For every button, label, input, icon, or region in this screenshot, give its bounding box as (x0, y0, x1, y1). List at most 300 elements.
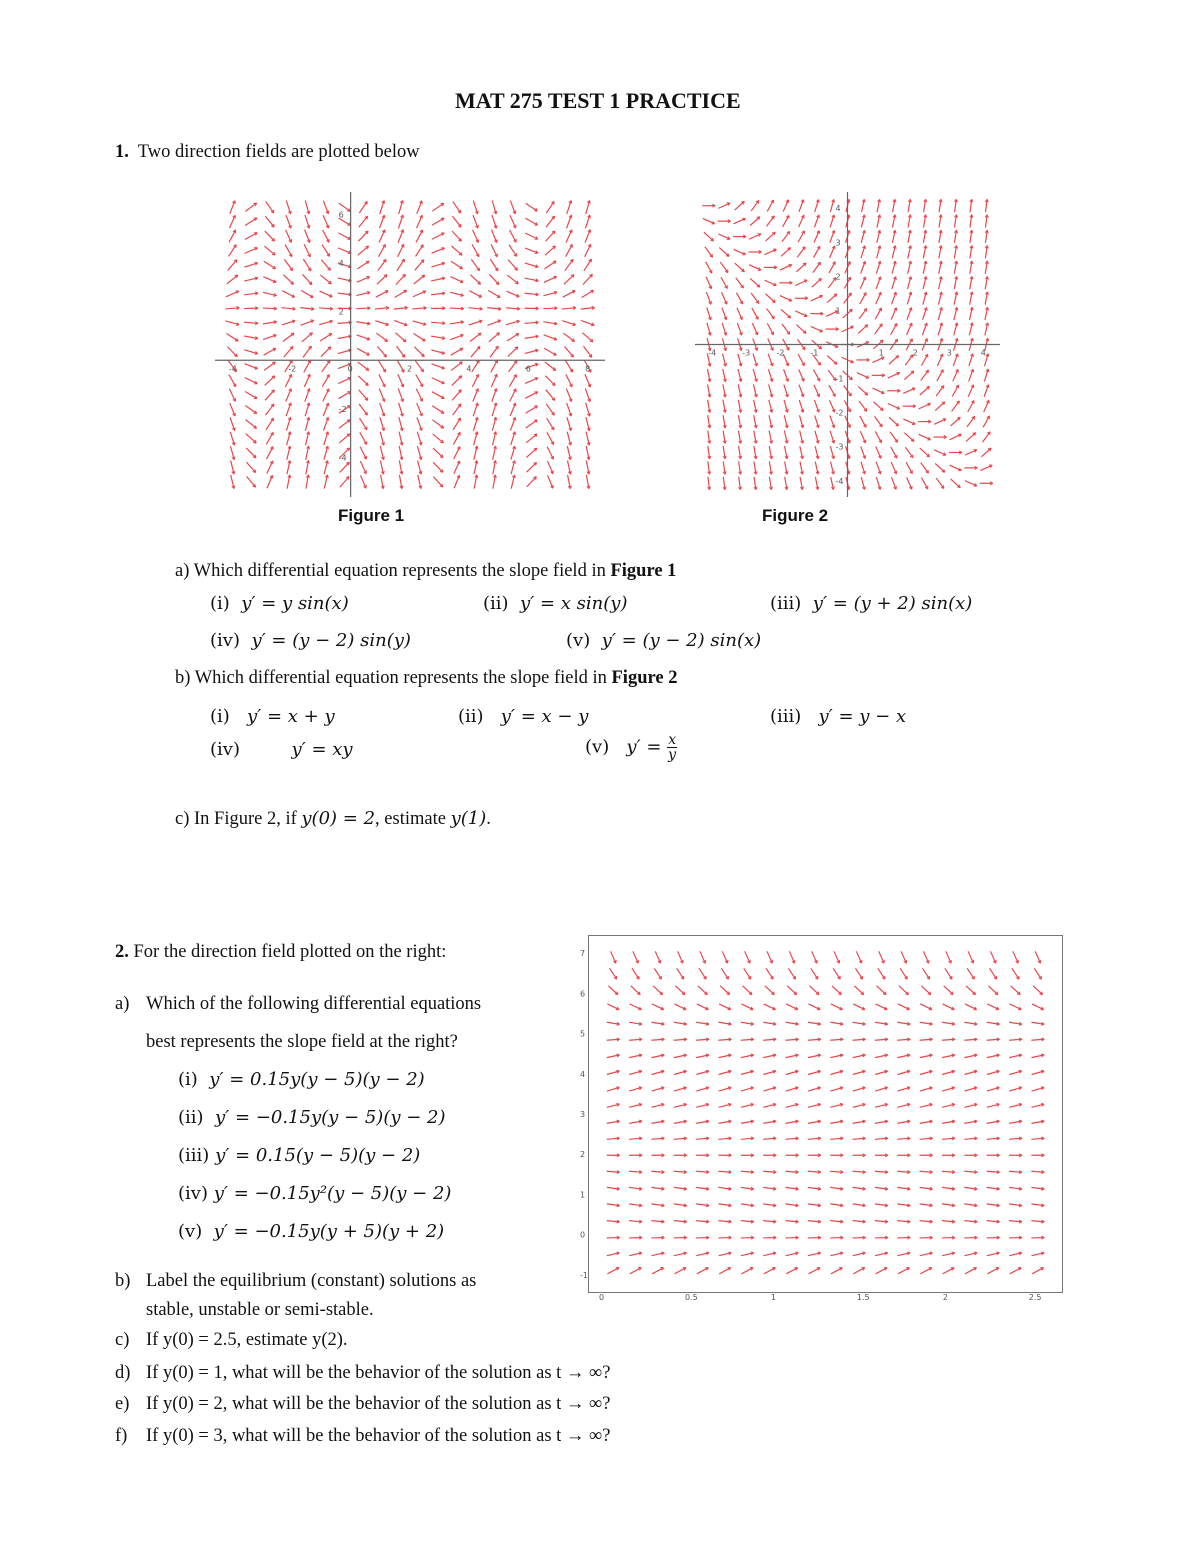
slope-segment (920, 1268, 931, 1274)
q2a-prompt-line1: Which of the following differential equations (146, 994, 482, 1014)
y-tick-label: 7 (580, 949, 586, 959)
slope-segment (378, 259, 386, 270)
slope-segment (396, 274, 406, 284)
slope-segment (719, 1268, 730, 1274)
slope-segment (301, 290, 313, 297)
slope-segment (398, 244, 404, 257)
slope-segment (1033, 986, 1042, 995)
slope-segment (876, 1004, 888, 1010)
x-tick-label: -4 (708, 348, 717, 358)
slope-segment (286, 389, 291, 402)
slope-segment (323, 403, 328, 416)
y-tick-label: 3 (835, 238, 841, 248)
slope-segment (546, 231, 555, 241)
q2b-line1: Label the equilibrium (constant) solutions as (146, 1271, 477, 1291)
slope-segment (286, 230, 292, 243)
slope-segment (719, 248, 729, 257)
x-tick-label: -4 (228, 364, 237, 374)
slope-segment (492, 230, 497, 243)
slope-segment (903, 419, 915, 424)
q1c-text: c) In Figure 2, if (175, 809, 302, 829)
slope-segment (858, 325, 868, 334)
slope-segment (735, 201, 745, 210)
slope-segment (451, 246, 462, 255)
slope-segment (853, 1004, 865, 1010)
slope-segment (226, 333, 238, 341)
q2e-label: e) (115, 1394, 130, 1414)
slope-segment (781, 248, 791, 257)
slope-segment (358, 362, 369, 370)
slope-segment (952, 385, 958, 396)
slope-segment (490, 346, 498, 357)
slope-segment (507, 334, 519, 341)
slope-segment (247, 476, 256, 487)
option-label: (i) (210, 706, 230, 727)
slope-segment (585, 244, 591, 257)
slope-segment (525, 218, 537, 225)
slope-segment (878, 968, 885, 979)
slope-segment (764, 1004, 776, 1010)
slope-segment (339, 420, 350, 429)
x-tick-label: -2 (776, 348, 785, 358)
slope-segment (323, 215, 329, 228)
slope-segment (765, 986, 774, 995)
slope-segment (432, 218, 444, 225)
slope-segment (379, 244, 386, 256)
slope-segment (546, 390, 555, 401)
slope-segment (267, 461, 273, 474)
option-eq: y′ = −0.15y(y − 5)(y − 2) (215, 1107, 446, 1128)
slope-segment (951, 479, 961, 488)
slope-segment (450, 308, 464, 309)
slope-segment (471, 259, 479, 270)
slope-segment (749, 265, 761, 270)
slope-segment (303, 259, 311, 271)
slope-segment (379, 389, 384, 402)
q1a-option-ii (483, 593, 627, 614)
slope-segment (265, 390, 274, 401)
option-eq: y′ = xy (291, 739, 353, 760)
slope-segment (987, 1268, 998, 1274)
slope-segment (967, 968, 974, 979)
slope-segment (742, 1268, 753, 1274)
q2a-option-ii (178, 1107, 446, 1128)
slope-segment (935, 402, 945, 411)
slope-segment (734, 249, 746, 254)
slope-segment (338, 392, 350, 399)
slope-segment (264, 261, 276, 269)
slope-segment (855, 968, 862, 979)
option-eq: y′ = y − x (818, 706, 907, 727)
slope-segment (546, 216, 555, 227)
slope-segment (1012, 968, 1019, 979)
fraction (667, 733, 677, 762)
q1-header (115, 142, 420, 163)
slope-segment (875, 431, 881, 442)
slope-segment (321, 347, 331, 357)
slope-segment (398, 230, 403, 243)
slope-segment (454, 447, 460, 460)
slope-segment (921, 478, 927, 489)
slope-segment (320, 275, 331, 284)
slope-segment (417, 403, 422, 416)
slope-segment (705, 247, 713, 257)
slope-segment (547, 418, 554, 430)
slope-segment (264, 362, 275, 370)
slope-segment (811, 968, 818, 979)
option-label: (ii) (178, 1107, 204, 1128)
slope-segment (452, 390, 461, 401)
slope-segment (935, 464, 945, 473)
slope-segment (1010, 1268, 1021, 1274)
figure-q2-slope-field (580, 935, 1063, 1302)
slope-segment (473, 230, 479, 243)
slope-segment (547, 461, 553, 474)
slope-segment (831, 1004, 843, 1010)
slope-segment (451, 362, 462, 371)
slope-segment (751, 200, 759, 210)
slope-segment (526, 203, 538, 211)
slope-segment (527, 462, 537, 472)
q2a-label: a) (115, 994, 130, 1014)
slope-segment (266, 418, 274, 430)
slope-segment (566, 244, 573, 256)
slope-segment (228, 260, 237, 271)
slope-segment (565, 259, 573, 270)
slope-segment (945, 968, 952, 979)
q1a-option-i (210, 593, 349, 614)
slope-segment (951, 417, 961, 426)
slope-segment (888, 404, 900, 409)
slope-segment (921, 463, 929, 473)
slope-segment (339, 434, 350, 443)
slope-segment (229, 389, 235, 402)
slope-segment (919, 434, 931, 439)
slope-segment (944, 986, 953, 995)
slope-segment (827, 356, 837, 365)
slope-segment (416, 215, 422, 228)
slope-segment (226, 291, 239, 297)
slope-segment (808, 1004, 820, 1010)
slope-segment (285, 244, 292, 256)
slope-segment (1034, 968, 1041, 979)
slope-segment (585, 374, 591, 387)
slope-segment (358, 376, 368, 386)
slope-segment (920, 448, 930, 457)
slope-segment (875, 308, 881, 319)
slope-segment (379, 374, 385, 387)
slope-segment (859, 308, 867, 318)
slope-segment (360, 432, 367, 444)
slope-segment (470, 333, 481, 341)
slope-segment (303, 346, 311, 357)
slope-segment (356, 308, 370, 309)
q2b-line2: stable, unstable or semi-stable. (146, 1300, 374, 1320)
slope-segment (359, 201, 367, 213)
q1b-option-i (210, 706, 335, 727)
slope-segment (981, 448, 991, 457)
q1b-option-iv (210, 739, 353, 760)
option-eq: y′ = x − y (500, 706, 589, 727)
slope-segment (749, 234, 761, 239)
slope-segment (432, 233, 445, 239)
x-tick-label: 3 (946, 348, 952, 358)
y-tick-label: -1 (835, 374, 844, 384)
slope-segment (783, 215, 789, 226)
q1a-prompt (175, 561, 676, 582)
slope-segment (510, 215, 516, 228)
slope-segment (545, 246, 556, 255)
q1b-prompt (175, 668, 677, 689)
slope-segment (526, 448, 536, 457)
slope-segment (936, 386, 944, 396)
slope-segment (302, 274, 312, 284)
slope-segment (264, 348, 276, 355)
slope-segment (750, 217, 760, 226)
slope-segment (934, 450, 946, 455)
slope-segment (677, 968, 684, 979)
slope-segment (857, 373, 869, 378)
slope-segment (583, 346, 591, 357)
q2d-label: d) (115, 1363, 131, 1383)
slope-segment (812, 278, 822, 287)
slope-segment (703, 218, 715, 223)
slope-segment (788, 968, 795, 979)
y-tick-label: -2 (338, 404, 347, 414)
slope-segment (653, 986, 662, 995)
slope-segment (767, 200, 773, 211)
slope-segment (396, 346, 404, 357)
slope-segment (654, 968, 661, 979)
slope-segment (229, 230, 236, 242)
slope-segment (718, 234, 730, 239)
slope-segment (338, 378, 351, 384)
slope-segment (433, 434, 444, 443)
slope-segment (706, 262, 712, 273)
page-title: MAT 275 TEST 1 PRACTICE (455, 88, 741, 113)
slope-segment (950, 465, 962, 470)
x-tick-label: 6 (525, 364, 531, 374)
y-tick-label: -3 (835, 442, 844, 452)
slope-segment (432, 378, 445, 384)
option-label: (iv) (178, 1183, 208, 1204)
x-tick-label: -2 (288, 364, 297, 374)
slope-segment (786, 1268, 797, 1274)
slope-segment (899, 986, 908, 995)
slope-segment (919, 404, 931, 409)
slope-segment (767, 323, 773, 334)
slope-segment (470, 275, 480, 285)
slope-segment (988, 986, 997, 995)
slope-segment (877, 986, 886, 995)
slope-segment (860, 293, 866, 304)
slope-segment (566, 389, 571, 402)
slope-segment (338, 233, 350, 239)
slope-segment (453, 418, 460, 430)
x-tick-label: -3 (742, 348, 751, 358)
slope-segment (489, 333, 500, 342)
slope-segment (230, 403, 235, 416)
slope-segment (360, 447, 366, 459)
slope-segment (230, 215, 236, 228)
q1b-prompt-text: b) Which differential equation represents the slope field in (175, 668, 612, 688)
slope-segment (548, 475, 553, 488)
slope-segment (888, 373, 900, 378)
slope-segment (563, 291, 575, 298)
slope-segment (872, 357, 884, 362)
slope-segment (921, 370, 929, 380)
slope-segment (432, 248, 445, 253)
slope-segment (853, 1268, 864, 1274)
slope-segment (796, 325, 806, 334)
slope-segment (781, 309, 791, 318)
slope-segment (751, 293, 759, 303)
q1c-condition: y(0) = 2 (301, 808, 376, 829)
q2b-label: b) (115, 1271, 131, 1291)
slope-segment (454, 475, 459, 488)
q2e-text: If y(0) = 2, what will be the behavior of the solution as t → ∞? (146, 1394, 611, 1414)
slope-segment (632, 968, 639, 979)
y-tick-label: 1 (580, 1190, 586, 1200)
slope-segment (488, 290, 500, 297)
q2d-text: If y(0) = 1, what will be the behavior of the solution as t → ∞? (146, 1363, 611, 1383)
slope-segment (874, 402, 884, 411)
slope-segment (582, 290, 594, 297)
q2f-text: If y(0) = 3, what will be the behavior of the solution as t → ∞? (146, 1426, 611, 1446)
slope-segment (432, 420, 443, 428)
slope-segment (471, 346, 480, 357)
slope-segment (966, 986, 975, 995)
slope-segment (263, 277, 276, 283)
option-eq: y′ = −0.15y(y + 5)(y + 2) (213, 1221, 445, 1242)
y-tick-label: -1 (580, 1270, 588, 1280)
slope-segment (510, 201, 515, 214)
slope-segment (469, 291, 481, 297)
q1c-end: . (486, 809, 491, 829)
q2-number: 2. (115, 942, 129, 962)
slope-segment (767, 216, 775, 226)
slope-segment (736, 293, 742, 304)
slope-segment (304, 244, 310, 257)
slope-segment (397, 360, 404, 372)
slope-segment (829, 262, 835, 273)
slope-segment (282, 291, 294, 297)
slope-segment (543, 308, 557, 309)
option-label: (iv) (210, 739, 240, 760)
slope-segment (245, 203, 256, 211)
slope-segment (227, 275, 238, 284)
x-tick-label: 8 (585, 364, 591, 374)
y-tick-label: 1 (835, 306, 841, 316)
slope-segment (766, 294, 776, 303)
slope-segment (544, 261, 556, 269)
slope-segment (906, 462, 912, 473)
y-tick-label: 4 (580, 1069, 586, 1079)
slope-segment (966, 433, 976, 442)
slope-segment (415, 361, 423, 372)
slope-segment (546, 201, 554, 213)
slope-segment (322, 245, 330, 257)
slope-segment (832, 986, 841, 995)
slope-segment (652, 1004, 664, 1010)
slope-segment (943, 1004, 955, 1010)
slope-segment (833, 968, 840, 979)
q1c-target: y(1) (450, 808, 487, 829)
slope-segment (509, 375, 516, 387)
slope-segment (416, 375, 423, 387)
slope-segment (433, 448, 443, 458)
slope-segment (227, 347, 237, 357)
slope-segment (674, 1004, 686, 1010)
slope-segment (795, 280, 807, 285)
slope-segment (811, 296, 823, 301)
slope-segment (359, 390, 368, 401)
x-tick-label: 2.5 (1028, 1293, 1042, 1302)
fraction-numerator: x (668, 732, 677, 748)
slope-segment (563, 333, 574, 341)
slope-segment (510, 389, 516, 402)
slope-segment (814, 370, 820, 381)
slope-segment (565, 360, 572, 372)
slope-segment (246, 434, 256, 443)
slope-segment (936, 478, 944, 488)
y-tick-label: 0 (580, 1230, 586, 1240)
q2c-text: If y(0) = 2.5, estimate y(2). (146, 1330, 348, 1350)
slope-segment (900, 968, 907, 979)
q1a-option-iv (210, 630, 411, 651)
slope-segment (284, 259, 292, 270)
slope-segment (376, 291, 388, 297)
slope-segment (905, 447, 913, 457)
slope-segment (813, 262, 821, 272)
figure-2-label: Figure 2 (762, 506, 829, 525)
slope-segment (395, 333, 406, 342)
slope-segment (527, 477, 537, 487)
slope-segment (340, 476, 349, 487)
slope-segment (413, 291, 426, 297)
slope-segment (854, 986, 863, 995)
slope-segment (414, 347, 424, 357)
slope-segment (245, 233, 257, 240)
figure-2-slope-field (695, 192, 1000, 497)
slope-segment (284, 346, 293, 357)
q1c-text-mid: , estimate (375, 809, 451, 829)
slope-segment (491, 360, 498, 372)
slope-segment (810, 986, 819, 995)
q2a-option-iv (178, 1183, 451, 1204)
q1-number: 1. (115, 142, 129, 162)
slope-segment (509, 361, 517, 372)
slope-segment (319, 291, 332, 297)
slope-segment (473, 389, 478, 402)
q2a-option-i (178, 1069, 425, 1090)
slope-segment (264, 246, 275, 255)
x-tick-label: 0.5 (684, 1293, 698, 1302)
slope-segment (750, 278, 760, 287)
slope-segment (631, 986, 640, 995)
x-tick-label: 4 (466, 364, 472, 374)
option-eq: y′ = (y − 2) sin(x) (601, 630, 762, 651)
slope-segment (526, 434, 537, 443)
slope-segment (796, 263, 806, 272)
x-tick-label: -1 (810, 348, 819, 358)
slope-segment (607, 1004, 619, 1010)
x-tick-label: 1 (878, 348, 884, 358)
x-tick-label: 1 (770, 1293, 777, 1302)
slope-segment (547, 447, 553, 460)
slope-segment (1032, 1004, 1044, 1010)
slope-segment (968, 400, 974, 411)
